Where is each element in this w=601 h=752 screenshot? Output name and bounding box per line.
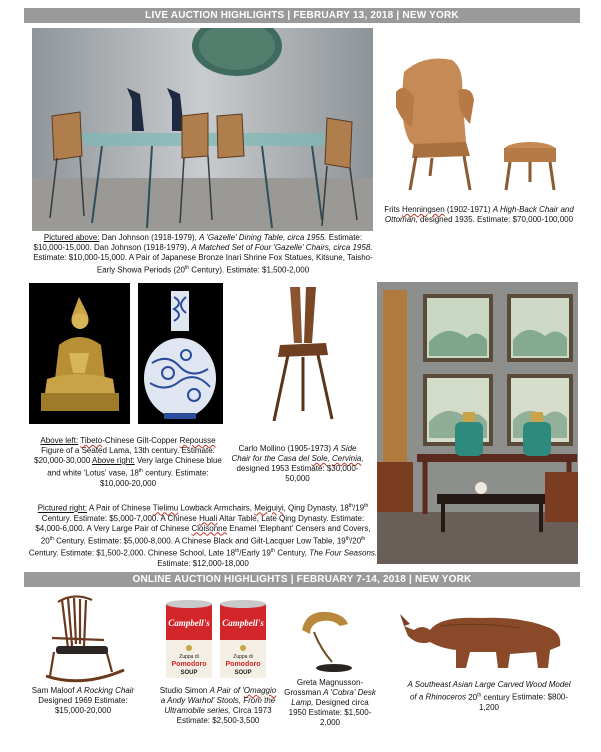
item-title: ,: [327, 454, 332, 463]
caption-text: /Early 19: [239, 548, 271, 558]
caption-text: Century,: [274, 548, 310, 558]
item-title: A Side Chair for the Casa del: [231, 444, 357, 463]
caption-sup: th: [138, 468, 144, 474]
caption-title: A Matched Set of Four 'Gazelle' Chairs, circa 1958.: [191, 243, 373, 252]
item-date: designed 1953: [236, 464, 290, 473]
live-auction-banner: [24, 8, 580, 23]
item-date: century: [481, 692, 510, 702]
caption-text: Huali: [199, 513, 218, 523]
mollino-caption: [230, 444, 365, 484]
estimate: Estimate: $20,000-30,000: [34, 446, 215, 465]
caption-text: Cloisonne: [191, 523, 228, 533]
can-brand-text: Campbell's: [222, 618, 264, 628]
estimate: Estimate: $30,000-50,000: [285, 464, 359, 483]
caption-label: Pictured above:: [43, 233, 100, 242]
can-line2-text: Pomodoro: [225, 661, 261, 668]
item-title: A 'Cobra' Desk Lamp,: [291, 688, 376, 707]
caption-sup: th: [184, 265, 190, 271]
caption-sup: th: [270, 548, 275, 555]
caption-text: Figure of a Seated Lama, 13th century.: [41, 446, 180, 455]
caption-sup: th: [477, 692, 482, 698]
item-date: 20: [468, 692, 478, 702]
caption-text: Lowback Armchairs,: [178, 503, 255, 513]
campbells-stools-photo: [164, 596, 270, 682]
dining-set-photo: [32, 28, 373, 231]
caption-text: century. Estimate: $10,000-20,000: [99, 468, 209, 488]
simon-caption: [158, 686, 278, 726]
maloof-caption: [28, 686, 138, 716]
maker-years: (1902-1971): [444, 205, 491, 214]
caption-text: Altar Table, Late Qing Dynasty. Estimate: $4,000-6,000. A Very Large Pair of Chinese: [35, 513, 365, 533]
caption-text: Century. Estimate: $5,000-8,000. A Chinese Black and Gilt-Lacquer Low Table, 19: [53, 536, 346, 546]
item-date: Circa 1973: [230, 706, 272, 715]
item-date: Designed 1969: [38, 696, 93, 705]
item-title: Omaggio: [243, 686, 277, 695]
caption-text: Repousse: [179, 436, 216, 445]
item-title: A Pair of ': [209, 686, 244, 695]
caption-sup: th: [49, 535, 54, 542]
caption-text: Century. Estimate: $1,500-2,000. Chinese School, Late 18: [28, 548, 236, 558]
caption-text: Estimate: $12,000-18,000: [157, 558, 249, 568]
caption-text: Century). Estimate: $1,500-2,000: [189, 265, 310, 275]
caption-sup: th: [361, 535, 366, 542]
can-brand-text: Campbell's: [168, 618, 210, 628]
caption-text: , Qing Dynasty, 18: [283, 503, 349, 513]
caption-title: A 'Gazelle' Dining Table, circa 1955.: [199, 233, 327, 242]
greta-caption: [282, 678, 378, 728]
caption-label: Above right:: [91, 456, 135, 465]
caption-text: Estimate: $10,000-15,000. A Pair of Japanese Bronze Inari Shrine Fox Statues, Kitsune, Taisho-Early Showa Periods (20: [33, 253, 373, 275]
item-title: ,: [361, 454, 364, 463]
estimate: Estimate: $70,000-100,000: [477, 215, 574, 224]
cobra-lamp-photo: [292, 602, 366, 676]
estimate: Estimate: $2,500-3,500: [176, 716, 260, 725]
maker-name: Henningsen: [401, 205, 445, 214]
item-title: A Southeast Asian Large Carved Wood Model of a Rhinoceros: [407, 680, 571, 702]
item-title: A High-Back Chair and Ottoman,: [384, 205, 574, 224]
item-title: A Rocking Chair: [76, 686, 135, 695]
caption-sup: th: [364, 503, 369, 509]
caption-text: Tibeto: [80, 436, 103, 445]
online-auction-banner: [24, 572, 580, 587]
caption-text: Estimate: $10,000-15,000. Dan Johnson (1918-1979),: [33, 233, 363, 252]
caption-text: Tielimu: [152, 503, 179, 513]
caption-sup: th: [235, 548, 240, 555]
caption-sup: th: [348, 503, 353, 509]
can-line3-text: SOUP: [234, 670, 252, 676]
can-line1-text: Zuppa di: [179, 654, 199, 660]
caption-text: Enamel 'Elephant' Censers and Covers, 20: [40, 523, 371, 546]
caption-text: /20: [349, 536, 362, 546]
chinese-interior-photo: [377, 282, 578, 564]
lama-figure-photo: [29, 283, 130, 424]
rhino-caption: [404, 680, 574, 713]
maker-name: Greta Magnusson-Grossman: [284, 678, 364, 697]
caption-text: A Pair of Chinese: [87, 503, 153, 513]
can-line3-text: SOUP: [180, 670, 198, 676]
henningsen-caption: [384, 205, 574, 225]
maker-name: Studio Simon: [159, 686, 208, 695]
carved-rhinoceros-photo: [400, 606, 570, 670]
caption-sup: th: [345, 535, 350, 542]
rocking-chair-photo: [32, 592, 132, 684]
high-back-chair-photo: [384, 52, 568, 197]
item-title: a Andy Warhol' Stools, From the Ultramobile series,: [160, 696, 276, 715]
caption-text: Dan Johnson (1918-1979),: [99, 233, 200, 242]
caption-text: -Chinese Gilt-Copper: [102, 436, 180, 445]
caption-text: Century. Estimate: $5,000-7,000. A Chinese: [41, 513, 200, 523]
dining-caption: [28, 233, 378, 276]
mollino-side-chair-photo: [262, 283, 344, 425]
lotus-vase-photo: [138, 283, 223, 424]
can-line1-text: Zuppa di: [233, 654, 253, 660]
maker-name: Frits: [384, 205, 402, 214]
maker-name: Sam Maloof: [31, 686, 75, 695]
pictured-right-caption: [28, 501, 378, 569]
estimate: Estimate: $1,500-2,000: [308, 708, 372, 727]
live-banner-text: LIVE AUCTION HIGHLIGHTS | FEBRUARY 13, 2018 | NEW YORK: [145, 10, 459, 21]
estimate: Estimate: $15,000-20,000: [54, 696, 128, 715]
estimate: Estimate: $800-1,200: [478, 692, 569, 712]
caption-text: Meiguiyi: [254, 503, 284, 513]
item-title: Sole: [311, 454, 328, 463]
caption-title: The Four Seasons.: [309, 548, 378, 558]
item-date: designed 1935.: [417, 215, 475, 224]
maker-name: Carlo Mollino (1905-1973): [238, 444, 331, 453]
caption-label: Pictured right:: [37, 503, 88, 513]
caption-label: Above left:: [40, 436, 79, 445]
item-date: Designed circa 1950: [288, 698, 369, 717]
online-banner-text: ONLINE AUCTION HIGHLIGHTS | FEBRUARY 7-14, 2018 | NEW YORK: [132, 574, 472, 585]
item-title: Cervinia: [331, 454, 362, 463]
caption-text: Very large Chinese blue and white 'Lotus' vase, 18: [47, 456, 222, 478]
lama-vase-caption: [32, 436, 224, 489]
caption-text: /19: [352, 503, 365, 513]
can-line2-text: Pomodoro: [171, 661, 207, 668]
